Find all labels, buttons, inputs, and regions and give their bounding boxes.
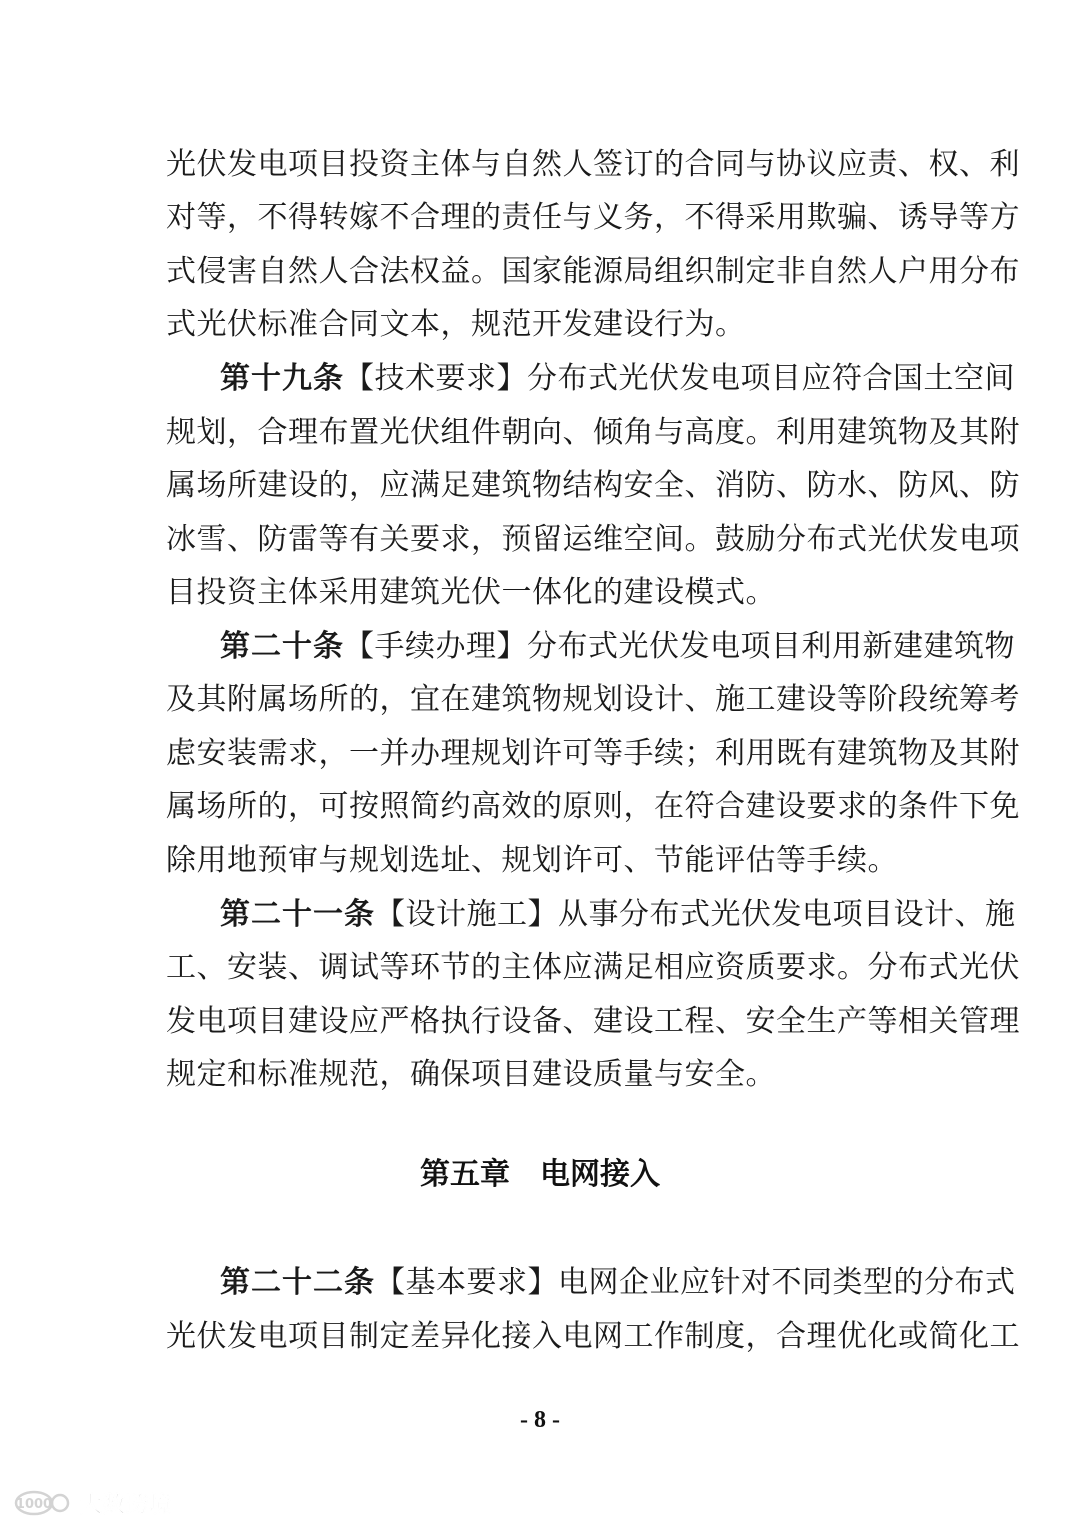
watermark <box>14 1488 172 1518</box>
article-tag: 【手续办理】 <box>344 629 527 664</box>
paragraph-line: 规定和标准规范，确保项目建设质量与安全。 <box>166 1057 776 1092</box>
paragraph-line: 规划，合理布置光伏组件朝向、倾角与高度。利用建筑物及其附 <box>166 415 1020 450</box>
paragraph-line: 及其附属场所的，宜在建筑物规划设计、施工建设等阶段统筹考 <box>166 682 1020 717</box>
svg-text:1000: 1000 <box>15 1497 53 1512</box>
article-label: 第二十一条 <box>220 897 375 932</box>
paragraph-line: 发电项目建设应严格执行设备、建设工程、安全生产等相关管理 <box>166 1004 1020 1039</box>
paragraph-line: 工、安装、调试等环节的主体应满足相应资质要求。分布式光伏 <box>166 950 1020 985</box>
paragraph-line: 光伏发电项目制定差异化接入电网工作制度，合理优化或简化工 <box>166 1319 1020 1354</box>
article-tag: 【技术要求】 <box>344 361 527 396</box>
paragraph-line: 虑安装需求，一并办理规划许可等手续；利用既有建筑物及其附 <box>166 736 1020 771</box>
paragraph-line: 属场所的，可按照简约高效的原则，在符合建设要求的条件下免 <box>166 789 1020 824</box>
article-text: 从事分布式光伏发电项目设计、施 <box>558 897 1016 932</box>
paragraph-line: 冰雪、防雷等有关要求，预留运维空间。鼓励分布式光伏发电项 <box>166 522 1020 557</box>
paragraph-line: 对等，不得转嫁不合理的责任与义务，不得采用欺骗、诱导等方 <box>166 200 1020 235</box>
article-label: 第二十条 <box>220 629 344 664</box>
paragraph-line: 光伏发电项目投资主体与自然人签订的合同与协议应责、权、利 <box>166 147 1020 182</box>
paragraph-line: 除用地预审与规划选址、规划许可、节能评估等手续。 <box>166 843 898 878</box>
paragraph-line: 目投资主体采用建筑光伏一体化的建设模式。 <box>166 575 776 610</box>
paragraph-line: 式侵害自然人合法权益。国家能源局组织制定非自然人户用分布 <box>166 254 1020 289</box>
article-20-first-line <box>220 620 1015 674</box>
page-number: - 8 - <box>520 1407 560 1433</box>
article-label: 第十九条 <box>220 361 344 396</box>
article-21-first-line <box>220 888 1016 942</box>
article-tag: 【设计施工】 <box>375 897 558 932</box>
article-text: 分布式光伏发电项目利用新建建筑物 <box>527 629 1015 664</box>
watermark-logo-icon <box>14 1490 72 1516</box>
paragraph-line: 属场所建设的，应满足建筑物结构安全、消防、防水、防风、防 <box>166 468 1020 503</box>
article-tag: 【基本要求】 <box>375 1265 558 1300</box>
article-label: 第二十二条 <box>220 1265 375 1300</box>
article-text: 分布式光伏发电项目应符合国土空间 <box>527 361 1015 396</box>
article-19-first-line <box>220 352 1015 406</box>
paragraph-line: 式光伏标准合同文本，规范开发建设行为。 <box>166 307 746 342</box>
chapter-title: 第五章 电网接入 <box>420 1157 660 1192</box>
watermark-text: 大数跨境 <box>80 1492 173 1518</box>
article-text: 电网企业应针对不同类型的分布式 <box>558 1265 1016 1300</box>
article-22-first-line <box>220 1256 1016 1310</box>
